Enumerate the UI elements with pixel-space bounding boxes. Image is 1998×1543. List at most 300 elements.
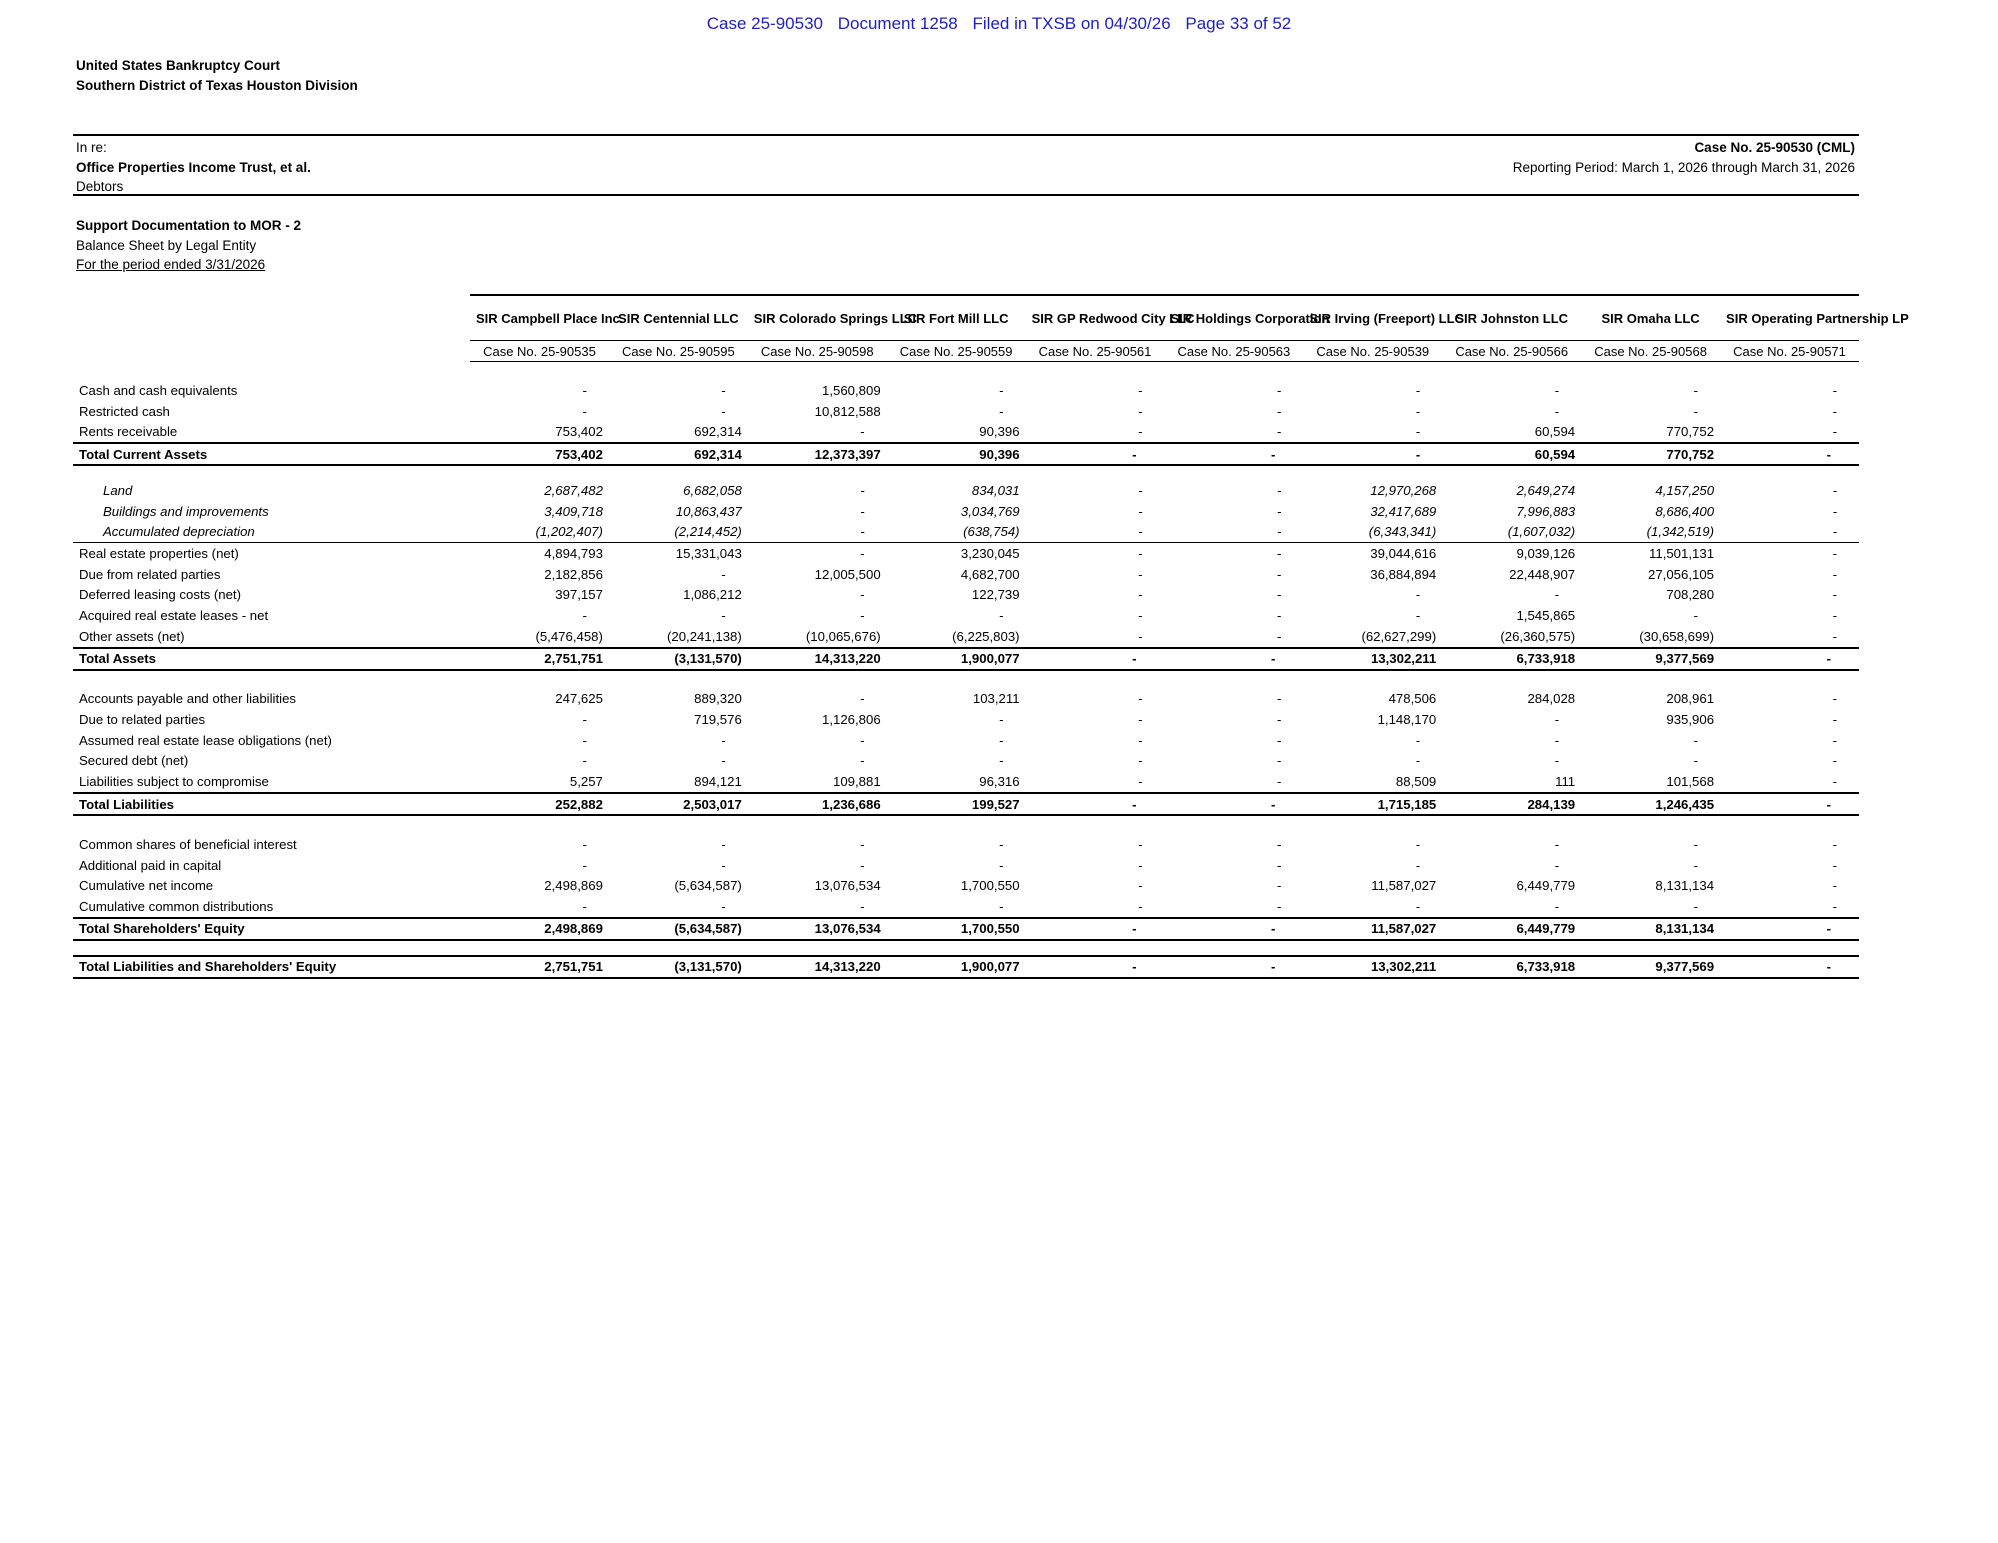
cell-value: - <box>860 732 865 748</box>
cell-value: - <box>1554 753 1560 769</box>
cell-value: (10,065,676) <box>805 628 881 644</box>
cell-value: - <box>1415 836 1421 852</box>
cell-value: - <box>1276 878 1282 894</box>
cell-value: - <box>1276 898 1282 914</box>
cell-value: - <box>1026 918 1165 940</box>
cell-value: 122,739 <box>971 587 1020 603</box>
cell-value: - <box>1138 753 1143 769</box>
row-label: Total Liabilities and Shareholders' Equity <box>73 956 470 978</box>
table-row <box>73 585 1859 606</box>
cell-value: 11,587,027 <box>1371 878 1437 894</box>
cell-value: 1,236,686 <box>748 793 887 815</box>
case-header <box>73 134 1859 196</box>
cell-value: - <box>1276 712 1282 728</box>
cell-value: - <box>1276 382 1282 398</box>
cell-value: - <box>1138 482 1143 498</box>
cell-value: - <box>1415 857 1421 873</box>
cell-value: 109,881 <box>833 774 881 790</box>
cell-value: 14,313,220 <box>748 956 887 978</box>
table-row <box>73 401 1859 422</box>
cell-value: 1,700,550 <box>887 918 1026 940</box>
cell-value: (5,476,458) <box>535 628 603 644</box>
cell-value: - <box>1554 857 1560 873</box>
row-label: Rents receivable <box>79 424 178 440</box>
cell-value: - <box>582 732 587 748</box>
support-title: Support Documentation to MOR - 2 <box>76 218 301 233</box>
cell-value: - <box>1832 566 1837 582</box>
cell-value: 9,377,569 <box>1581 648 1720 670</box>
stamp-filed: Filed in TXSB on 04/30/26 <box>972 14 1171 33</box>
cell-value: 13,076,534 <box>814 878 881 894</box>
cell-value: - <box>1026 793 1165 815</box>
cell-value: - <box>1693 403 1699 419</box>
cell-value: - <box>1415 732 1421 748</box>
row-label: Assumed real estate lease obligations (net) <box>79 732 332 748</box>
cell-value: 2,687,482 <box>544 482 603 498</box>
table-row <box>73 626 1859 648</box>
cell-value: - <box>1415 608 1421 624</box>
cell-value: (26,360,575) <box>1500 628 1576 644</box>
cell-value: - <box>1693 857 1699 873</box>
row-label: Cash and cash equivalents <box>79 382 238 398</box>
support-heading <box>76 216 301 275</box>
total-row <box>73 793 1859 815</box>
cell-value: (3,131,570) <box>609 956 748 978</box>
cell-value: - <box>748 521 887 542</box>
cell-value: - <box>1415 587 1421 603</box>
cell-value: - <box>1832 587 1837 603</box>
cell-value: - <box>1164 521 1303 542</box>
entity-case-number: Case No. 25-90598 <box>748 341 887 362</box>
entity-header: SIR Holdings Corporation <box>1164 295 1303 341</box>
cell-value: (5,634,587) <box>674 878 742 894</box>
cell-value: - <box>1138 382 1143 398</box>
cell-value: 935,906 <box>1666 712 1715 728</box>
entity-header: SIR Johnston LLC <box>1442 295 1581 341</box>
court-heading <box>76 56 358 95</box>
cell-value: (5,634,587) <box>609 918 748 940</box>
cell-value: - <box>721 732 726 748</box>
cell-value: 12,373,397 <box>748 443 887 465</box>
cell-value: - <box>860 503 865 519</box>
cell-value: - <box>1554 403 1560 419</box>
cell-value: 4,894,793 <box>544 545 603 561</box>
table-row <box>73 543 1859 564</box>
cell-value: - <box>1164 443 1303 465</box>
cell-value: - <box>1164 956 1303 978</box>
cell-value: 1,126,806 <box>822 712 881 728</box>
cell-value: - <box>721 608 726 624</box>
cell-value: - <box>1832 608 1837 624</box>
case-header-right <box>1513 138 1855 177</box>
stamp-page: Page 33 of 52 <box>1185 14 1292 33</box>
cell-value: - <box>999 857 1004 873</box>
cell-value: 39,044,616 <box>1370 545 1437 561</box>
cell-value: 2,182,856 <box>544 566 603 582</box>
spacer-row <box>73 815 1859 834</box>
support-period: For the period ended 3/31/2026 <box>76 257 266 272</box>
cell-value: - <box>860 691 865 707</box>
cell-value: - <box>1138 836 1143 852</box>
spacer-cell <box>73 362 1859 381</box>
table-row <box>73 501 1859 522</box>
cell-value: 753,402 <box>555 424 603 440</box>
cell-value: - <box>1720 443 1859 465</box>
cell-value: - <box>721 857 726 873</box>
cell-value: - <box>1276 403 1282 419</box>
cell-value: - <box>1164 648 1303 670</box>
row-label: Restricted cash <box>79 403 170 419</box>
cell-value: - <box>1832 898 1837 914</box>
cell-value: 199,527 <box>887 793 1026 815</box>
cell-value: - <box>1276 732 1282 748</box>
spacer-row <box>73 940 1859 956</box>
cell-value: - <box>1138 587 1143 603</box>
cell-value: - <box>582 403 587 419</box>
cell-value: - <box>1832 753 1837 769</box>
cell-value: - <box>1026 956 1165 978</box>
cell-value: 2,498,869 <box>470 918 609 940</box>
cell-value: (62,627,299) <box>1361 628 1437 644</box>
cell-value: 1,700,550 <box>960 878 1020 894</box>
total-row <box>73 918 1859 940</box>
cell-value: - <box>1415 382 1421 398</box>
cell-value: - <box>1138 857 1143 873</box>
cell-value: - <box>1554 712 1560 728</box>
cell-value: (2,214,452) <box>609 521 748 542</box>
cell-value: 6,682,058 <box>683 482 742 498</box>
cell-value: - <box>1554 382 1560 398</box>
spacer-cell <box>73 815 1859 834</box>
cell-value: - <box>1138 712 1143 728</box>
cell-value: 1,900,077 <box>887 648 1026 670</box>
filing-stamp <box>0 14 1998 34</box>
table-body <box>73 362 1859 978</box>
debtor-name: Office Properties Income Trust, et al. <box>76 159 311 175</box>
cell-value: 1,545,865 <box>1516 608 1576 624</box>
cell-value: 247,625 <box>555 691 603 707</box>
stamp-case: Case 25-90530 <box>706 14 823 33</box>
entity-case-number: Case No. 25-90561 <box>1026 341 1165 362</box>
cell-value: 10,812,588 <box>814 403 881 419</box>
cell-value: 13,302,211 <box>1303 648 1442 670</box>
cell-value: - <box>1276 424 1282 440</box>
row-label: Acquired real estate leases - net <box>79 608 269 624</box>
cell-value: (638,754) <box>887 521 1026 542</box>
spacer-row <box>73 670 1859 689</box>
cell-value: - <box>1832 691 1837 707</box>
cell-value: - <box>1276 482 1282 498</box>
cell-value: - <box>1832 503 1837 519</box>
cell-value: 9,039,126 <box>1516 545 1576 561</box>
cell-value: - <box>721 403 726 419</box>
cell-value: - <box>1276 545 1282 561</box>
cell-value: 2,503,017 <box>609 793 748 815</box>
cell-value: 60,594 <box>1534 424 1576 440</box>
cell-value: 27,056,105 <box>1648 566 1715 582</box>
table-row <box>73 751 1859 772</box>
cell-value: (20,241,138) <box>667 628 742 644</box>
spacer-cell <box>73 465 1859 480</box>
cell-value: - <box>582 898 587 914</box>
stamp-document: Document 1258 <box>837 14 958 33</box>
cell-value: - <box>1164 918 1303 940</box>
cell-value: - <box>999 403 1004 419</box>
entity-header: SIR GP Redwood City LLC <box>1026 295 1165 341</box>
cell-value: - <box>1554 732 1560 748</box>
cell-value: - <box>1720 648 1859 670</box>
cell-value: 284,139 <box>1442 793 1581 815</box>
row-label: Total Current Assets <box>73 443 470 465</box>
cell-value: 96,316 <box>979 774 1020 790</box>
cell-value: - <box>999 608 1004 624</box>
table-row <box>73 771 1859 793</box>
cell-value: - <box>1026 443 1165 465</box>
cell-value: - <box>1415 424 1421 440</box>
cell-value: - <box>1693 732 1699 748</box>
cell-value: 2,498,869 <box>544 878 603 894</box>
cell-value: 6,733,918 <box>1442 956 1581 978</box>
cell-value: (1,342,519) <box>1581 521 1720 542</box>
cell-value: 6,449,779 <box>1442 918 1581 940</box>
cell-value: 13,076,534 <box>748 918 887 940</box>
entity-case-number: Case No. 25-90535 <box>470 341 609 362</box>
table-row <box>73 480 1859 501</box>
cell-value: - <box>1554 836 1560 852</box>
cell-value: - <box>1276 857 1282 873</box>
cell-value: - <box>1832 545 1837 561</box>
cell-value: - <box>999 382 1004 398</box>
cell-value: 708,280 <box>1666 587 1715 603</box>
row-label: Common shares of beneficial interest <box>79 836 297 852</box>
cell-value: - <box>721 382 726 398</box>
cell-value: - <box>1832 628 1837 644</box>
entity-header: SIR Irving (Freeport) LLC <box>1303 295 1442 341</box>
row-label: Liabilities subject to compromise <box>79 774 269 790</box>
table-row <box>73 834 1859 855</box>
cell-value: 36,884,894 <box>1370 566 1437 582</box>
cell-value: 3,230,045 <box>960 545 1020 561</box>
row-label: Real estate properties (net) <box>79 545 239 561</box>
cell-value: - <box>1138 691 1143 707</box>
cell-value: 3,409,718 <box>544 503 603 519</box>
cell-value: - <box>1832 424 1837 440</box>
cell-value: - <box>860 587 865 603</box>
court-name: United States Bankruptcy Court <box>76 58 281 73</box>
cell-value: 7,996,883 <box>1516 503 1576 519</box>
cell-value: - <box>1138 424 1143 440</box>
in-re-label: In re: <box>76 140 107 155</box>
cell-value: 10,863,437 <box>675 503 742 519</box>
row-label: Buildings and improvements <box>103 503 269 519</box>
table-row <box>73 521 1859 542</box>
cell-value: - <box>582 382 587 398</box>
cell-value: 8,131,134 <box>1581 918 1720 940</box>
entity-header: SIR Campbell Place Inc. <box>470 295 609 341</box>
cell-value: - <box>1026 648 1165 670</box>
cell-value: - <box>1554 898 1560 914</box>
cell-value: - <box>582 608 587 624</box>
row-label: Other assets (net) <box>79 628 185 644</box>
cell-value: - <box>1693 898 1699 914</box>
table-row <box>73 875 1859 896</box>
table-row <box>73 605 1859 626</box>
entity-case-number: Case No. 25-90566 <box>1442 341 1581 362</box>
cell-value: 6,733,918 <box>1442 648 1581 670</box>
cell-value: - <box>860 857 865 873</box>
cell-value: - <box>1693 836 1699 852</box>
cell-value: - <box>1832 878 1837 894</box>
cell-value: - <box>1832 382 1837 398</box>
row-label: Secured debt (net) <box>79 753 189 769</box>
cell-value: - <box>999 712 1004 728</box>
cell-value: - <box>1276 753 1282 769</box>
cell-value: 8,131,134 <box>1655 878 1715 894</box>
cell-value: - <box>1832 857 1837 873</box>
cell-value: - <box>999 836 1004 852</box>
row-label: Land <box>103 482 133 498</box>
cell-value: 889,320 <box>694 691 742 707</box>
row-label: Total Liabilities <box>73 793 470 815</box>
cell-value: 397,157 <box>555 587 603 603</box>
table-row <box>73 421 1859 443</box>
row-label: Accumulated depreciation <box>73 521 470 542</box>
court-district: Southern District of Texas Houston Division <box>76 77 358 93</box>
table-row <box>73 380 1859 401</box>
cell-value: - <box>582 836 587 852</box>
cell-value: (1,607,032) <box>1442 521 1581 542</box>
cell-value: - <box>1276 608 1282 624</box>
cell-value: - <box>582 712 587 728</box>
cell-value: 478,506 <box>1388 691 1437 707</box>
cell-value: (6,343,341) <box>1303 521 1442 542</box>
entity-header: SIR Fort Mill LLC <box>887 295 1026 341</box>
entity-case-number: Case No. 25-90568 <box>1581 341 1720 362</box>
cell-value: - <box>1138 566 1143 582</box>
cell-value: 1,560,809 <box>822 382 881 398</box>
cell-value: 692,314 <box>694 424 742 440</box>
spacer-row <box>73 362 1859 381</box>
cell-value: - <box>1138 403 1143 419</box>
row-label: Due from related parties <box>79 566 221 582</box>
cell-value: 1,715,185 <box>1303 793 1442 815</box>
cell-value: - <box>1138 503 1143 519</box>
cell-value: - <box>860 424 865 440</box>
row-label: Due to related parties <box>79 712 206 728</box>
row-label: Additional paid in capital <box>79 857 222 873</box>
cell-value: 14,313,220 <box>748 648 887 670</box>
cell-value: - <box>1720 956 1859 978</box>
cell-value: 9,377,569 <box>1581 956 1720 978</box>
cell-value: 111 <box>1555 774 1576 790</box>
support-subtitle: Balance Sheet by Legal Entity <box>76 237 257 253</box>
header-spacer <box>73 341 470 362</box>
spacer-cell <box>73 670 1859 689</box>
entity-case-number: Case No. 25-90539 <box>1303 341 1442 362</box>
cell-value: 90,396 <box>979 424 1020 440</box>
cell-value: 692,314 <box>609 443 748 465</box>
cell-value: - <box>1832 774 1837 790</box>
cell-value: - <box>1276 587 1282 603</box>
case-header-left <box>76 138 311 197</box>
cell-value: - <box>1415 403 1421 419</box>
cell-value: 4,682,700 <box>960 566 1020 582</box>
cell-value: - <box>1693 753 1699 769</box>
table-row <box>73 896 1859 918</box>
entity-header: SIR Operating Partnership LP <box>1720 295 1859 341</box>
cell-value: (1,202,407) <box>470 521 609 542</box>
cell-value: 101,568 <box>1666 774 1715 790</box>
cell-value: (3,131,570) <box>609 648 748 670</box>
entity-header: SIR Centennial LLC <box>609 295 748 341</box>
cell-value: - <box>721 836 726 852</box>
cell-value: 1,086,212 <box>683 587 742 603</box>
total-row <box>73 648 1859 670</box>
cell-value: - <box>1832 403 1837 419</box>
table-row <box>73 855 1859 876</box>
spacer-cell <box>73 940 1859 956</box>
cell-value: - <box>1164 793 1303 815</box>
cell-value: - <box>1415 898 1421 914</box>
cell-value: 11,501,131 <box>1649 545 1715 561</box>
cell-value: - <box>1720 918 1859 940</box>
cell-value: - <box>1303 443 1442 465</box>
cell-value: 1,246,435 <box>1581 793 1720 815</box>
entity-case-number: Case No. 25-90563 <box>1164 341 1303 362</box>
cell-value: - <box>1832 482 1837 498</box>
total-row <box>73 443 1859 465</box>
header-spacer <box>73 295 470 341</box>
cell-value: - <box>860 545 865 561</box>
cell-value: - <box>860 482 865 498</box>
cell-value: 60,594 <box>1442 443 1581 465</box>
cell-value: 4,157,250 <box>1655 482 1715 498</box>
row-label: Accounts payable and other liabilities <box>79 691 296 707</box>
cell-value: - <box>1026 521 1165 542</box>
cell-value: - <box>582 857 587 873</box>
entity-header: SIR Omaha LLC <box>1581 295 1720 341</box>
cell-value: 90,396 <box>887 443 1026 465</box>
reporting-period: Reporting Period: March 1, 2026 through March 31, 2026 <box>1512 159 1855 175</box>
cell-value: - <box>860 836 865 852</box>
cell-value: - <box>1138 732 1143 748</box>
cell-value: 22,448,907 <box>1509 566 1576 582</box>
cell-value: 770,752 <box>1581 443 1720 465</box>
balance-sheet-table <box>73 294 1909 979</box>
row-label: Deferred leasing costs (net) <box>79 587 241 603</box>
entity-case-number: Case No. 25-90559 <box>887 341 1026 362</box>
cell-value: - <box>1276 774 1282 790</box>
cell-value: - <box>1720 521 1859 542</box>
cell-value: 894,121 <box>694 774 742 790</box>
entity-case-number: Case No. 25-90595 <box>609 341 748 362</box>
spacer-row <box>73 465 1859 480</box>
row-label: Cumulative net income <box>79 878 214 894</box>
cell-value: - <box>1138 878 1143 894</box>
cell-value: - <box>1832 712 1837 728</box>
table-header <box>73 295 1909 362</box>
cell-value: - <box>1693 608 1699 624</box>
cell-value: - <box>721 566 726 582</box>
cell-value: 5,257 <box>569 774 603 790</box>
cell-value: 103,211 <box>972 691 1020 707</box>
cell-value: 32,417,689 <box>1370 503 1437 519</box>
cell-value: 1,900,077 <box>887 956 1026 978</box>
cell-value: - <box>860 608 865 624</box>
cell-value: - <box>999 732 1004 748</box>
cell-value: - <box>1138 774 1143 790</box>
table-row <box>73 689 1859 710</box>
